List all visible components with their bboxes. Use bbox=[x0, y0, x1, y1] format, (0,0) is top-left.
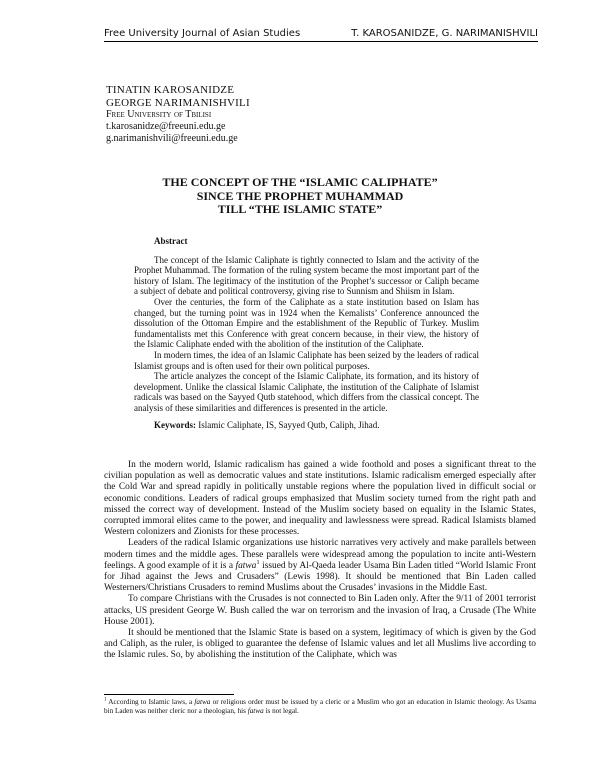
body-paragraph: It should be mentioned that the Islamic State is based on a system, legitimacy of which is given by the God and Caliph, as the ruler, is obliged to guarantee the defense of Islamic values and let all Muslims live according to the Islamic rules. So, by abolishing the institution of the Caliphate, which was bbox=[104, 628, 536, 661]
author-name-1: TINATIN KAROSANIDZE bbox=[106, 84, 235, 96]
abstract-paragraph: The concept of the Islamic Caliphate is tightly connected to Islam and the activity of the Prophet Muhammad. The formation of the ruling system became the most important part of the history of Islam. The legitimacy of the institution of the Prophet’s successor or Caliph became a subject of debate and political controversy, giving rise to Sunnism and Shiism in Islam. bbox=[134, 254, 479, 297]
body-paragraph bbox=[104, 538, 536, 594]
abstract-paragraph: The article analyzes the concept of the Islamic Caliphate, its formation, and its history of development. Unlike the classical Islamic Caliphate, the institution of the Caliphate of Islamist radicals was based on the Sayyed Qutb statehood, which differs from the classical concept. The analysis of these similarities and differences is presented in the article. bbox=[134, 371, 479, 413]
footnote-number: 1 bbox=[104, 697, 107, 703]
fatwa-term: fatwa bbox=[194, 698, 211, 706]
body-text-fragment: issued by Al-Qaeda leader Usama Bin Laden titled “World Islamic Front for Jihad against the Jews and Crusaders” (Lewis 1998). It should be mentioned that Bin Laden called Westerners/Christians Crusaders to remind Muslims about the Crusades’ invasions in the Middle East. bbox=[104, 560, 537, 594]
abstract-heading: Abstract bbox=[154, 236, 188, 246]
affiliation: Free University of Tbilisi bbox=[106, 109, 212, 120]
running-authors: T. KAROSANIDZE, G. NARIMANISHVILI bbox=[351, 28, 538, 39]
title-line-3: TILL “THE ISLAMIC STATE” bbox=[217, 202, 383, 216]
running-header bbox=[104, 28, 538, 42]
keywords bbox=[134, 420, 479, 431]
keywords-label: Keywords: bbox=[154, 419, 196, 430]
footnote-ref[interactable]: 1 bbox=[256, 558, 260, 566]
abstract-paragraph: Over the centuries, the form of the Caliphate as a state institution based on Islam has changed, but the turning point was in 1924 when the Kemalists’ Conference announced the dissolution of the Ottoman Empire and the establishment of the Republic of Turkey. Muslim fundamentalists met this Conference with great concern because, in their view, the history of the Islamic Caliphate ended with the abolition of the institution of the Caliphate. bbox=[134, 296, 479, 350]
email-2: g.narimanishvili@freeuni.edu.ge bbox=[106, 133, 238, 144]
journal-name: Free University Journal of Asian Studies bbox=[104, 28, 301, 39]
footnote-text: According to Islamic laws, a bbox=[108, 698, 193, 706]
title-line-2: SINCE THE PROPHET MUHAMMAD bbox=[196, 188, 404, 203]
author-name-2: GEORGE NARIMANISHVILI bbox=[106, 96, 250, 109]
footnote-text: is not legal. bbox=[265, 707, 299, 716]
body-text bbox=[104, 460, 536, 662]
paper-title bbox=[100, 176, 500, 217]
abstract-paragraph: In modern times, the idea of an Islamic Caliphate has been seized by the leaders of radical Islamist groups and is often used for their own political purposes. bbox=[134, 349, 479, 371]
keywords-list: Islamic Caliphate, IS, Sayyed Qutb, Caliph, Jihad. bbox=[198, 419, 380, 430]
body-paragraph: In the modern world, Islamic radicalism has gained a wide foothold and poses a significant threat to the civilian population as well as democratic values and state institutions. Islamic radicalism emerged especially after the Cold War and spread rapidly in politically unstable regions where the population lived in difficult social or economic conditions. Leaders of radical groups emphasized that Muslim society turned from the right path and missed the correct way of development. Instead of the Muslim society based on equality in the Islamic States, corrupted immoral elites came to the power, and inequality and lawlessness were spread. Radical Islamists blamed Western colonizers and Zionists for these processes. bbox=[104, 460, 536, 538]
title-line-1: THE CONCEPT OF THE “ISLAMIC CALIPHATE” bbox=[162, 175, 438, 189]
fatwa-term: fatwa bbox=[235, 560, 257, 571]
fatwa-term: fatwa bbox=[247, 707, 264, 716]
body-paragraph: To compare Christians with the Crusades is not connected to Bin Laden only. After the 9/11 of 2001 terrorist attacks, US president George W. Bush called the war on terrorism and the invasion of Iraq, a Crusade (The White House 2001). bbox=[104, 594, 536, 627]
footnote bbox=[104, 698, 536, 716]
abstract bbox=[134, 236, 479, 430]
email-1: t.karosanidze@freeuni.edu.ge bbox=[106, 121, 226, 132]
footnote-separator bbox=[104, 694, 234, 695]
author-block bbox=[106, 84, 436, 145]
footnote-text: or religious order must be issued by a cleric or a Muslim who got an education in Islamic theology. As Usama bin Laden was neither cleric nor a theologian, his bbox=[104, 698, 537, 716]
body-text-fragment: Leaders of the radical Islamic organizations use historic narratives very actively and make parallels between modern times and the middle ages. These parallels were widespread among the population to incite anti-Western feelings. A good example of it is a bbox=[104, 538, 536, 571]
